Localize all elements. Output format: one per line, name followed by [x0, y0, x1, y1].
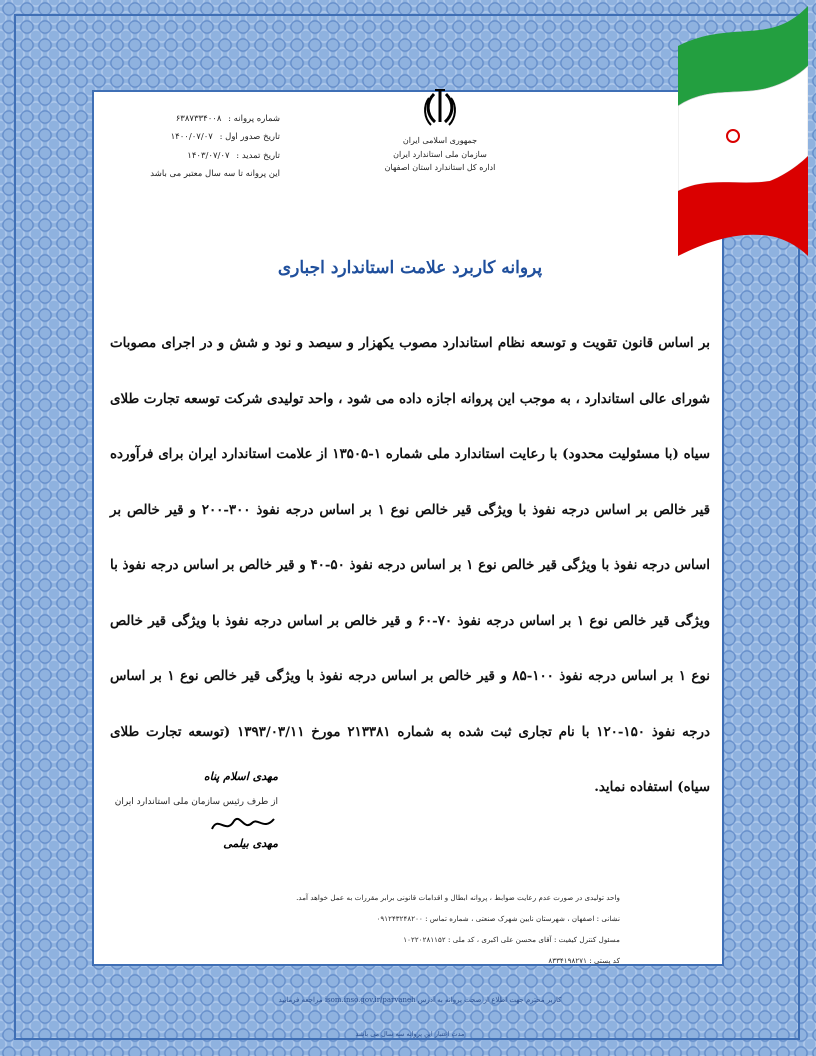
license-number-label: شماره پروانه : [228, 114, 280, 124]
first-issue-date-row [150, 128, 280, 146]
certificate-meta [150, 110, 280, 183]
note-item: کد پستی : ۸۳۳۴۱۹۸۲۷۱ [548, 955, 620, 965]
department-name: اداره کل استاندارد استان اصفهان [384, 163, 496, 173]
national-emblem-icon [423, 88, 457, 128]
license-number-value: ۶۳۸۷۳۳۴۰۰۸ [175, 114, 222, 124]
renewal-date-row [150, 147, 280, 165]
issuer-emblem-block [380, 88, 500, 175]
signature-block [114, 770, 278, 850]
organization-name: سازمان ملی استاندارد ایران [393, 149, 487, 159]
iran-flag-icon [678, 6, 808, 256]
first-issue-date-label: تاریخ صدور اول : [219, 132, 280, 143]
renewal-date-label: تاریخ تمدید : [236, 150, 280, 161]
certificate-body: بر اساس قانون تقویت و توسعه نظام استاندارد مصوب یکهزار و سیصد و نود و شش و در اجرای مصوبات شورای عالی استاندارد ، به موجب این پروانه اجازه داده می شود ، واحد تولیدی شرکت توسعه تجارت طلای سیاه (با مسئولیت محدود) با رعایت استاندارد ملی شماره ۱-۱۳۵۰۵ از علامت استاندارد ایران برای فرآورده قیر خالص بر اساس درجه نفوذ با ویژگی قیر خالص نوع ۱ بر اساس درجه نفوذ ۳۰۰-۲۰۰ و قیر خالص بر اساس درجه نفوذ با ویژگی قیر خالص نوع ۱ بر اساس درجه نفوذ ۵۰-۴۰ و قیر خالص بر اساس درجه نفوذ با ویژگی قیر خالص نوع ۱ بر اساس درجه نفوذ ۷۰-۶۰ و قیر خالص بر اساس درجه نفوذ با ویژگی قیر خالص نوع ۱ بر اساس درجه نفوذ ۱۰۰-۸۵ و قیر خالص بر اساس درجه نفوذ با ویژگی قیر خالص نوع ۱ بر اساس درجه نفوذ ۱۵۰-۱۲۰ با نام تجاری ثبت شده به شماره ۲۱۳۳۸۱ مورخ ۱۳۹۳/۰۳/۱۱ (توسعه تجارت طلای سیاه) استفاده نماید. [110, 335, 711, 795]
note-item: نشانی : اصفهان ، شهرستان نایین شهرک صنعتی ، شماره تماس : ۰۹۱۲۴۳۲۴۸۲۰۰ [376, 913, 620, 923]
validity-note-row [150, 165, 280, 183]
second-signatory-name: مهدی بیلمی [223, 837, 278, 850]
note-item: مسئول کنترل کیفیت : آقای محسن علی اکبری ، کد ملی : ۱۰۲۲۰۲۸۱۱۵۲ [403, 934, 620, 944]
certificate-title: پروانه کاربرد علامت استاندارد اجباری [277, 258, 543, 278]
renewal-date-value: ۱۴۰۳/۰۷/۰۷ [187, 150, 230, 161]
signatory-name: مهدی اسلام پناه [203, 770, 278, 783]
verification-footer: کاربر محترم جهت اطلاع از صحت پروانه به آدرس isom.inso.gov.ir/parvaneh مراجعه فرمایید [278, 996, 562, 1004]
notes-section [220, 888, 620, 972]
license-number-row [150, 110, 280, 128]
note-item: واحد تولیدی در صورت عدم رعایت ضوابط ، پروانه ابطال و اقدامات قانونی برابر مقررات به عمل خواهد آمد. [296, 893, 620, 902]
signatory-title: از طرف رئیس سازمان ملی استاندارد ایران [114, 797, 278, 807]
handwritten-signature-icon [208, 811, 278, 837]
first-issue-date-value: ۱۴۰۰/۰۷/۰۷ [170, 132, 213, 143]
validity-note: این پروانه تا سه سال معتبر می باشد [150, 168, 280, 179]
validity-footer: مدت اعتبار این پروانه سه سال می باشد [355, 1030, 465, 1038]
country-name: جمهوری اسلامی ایران [402, 136, 478, 145]
